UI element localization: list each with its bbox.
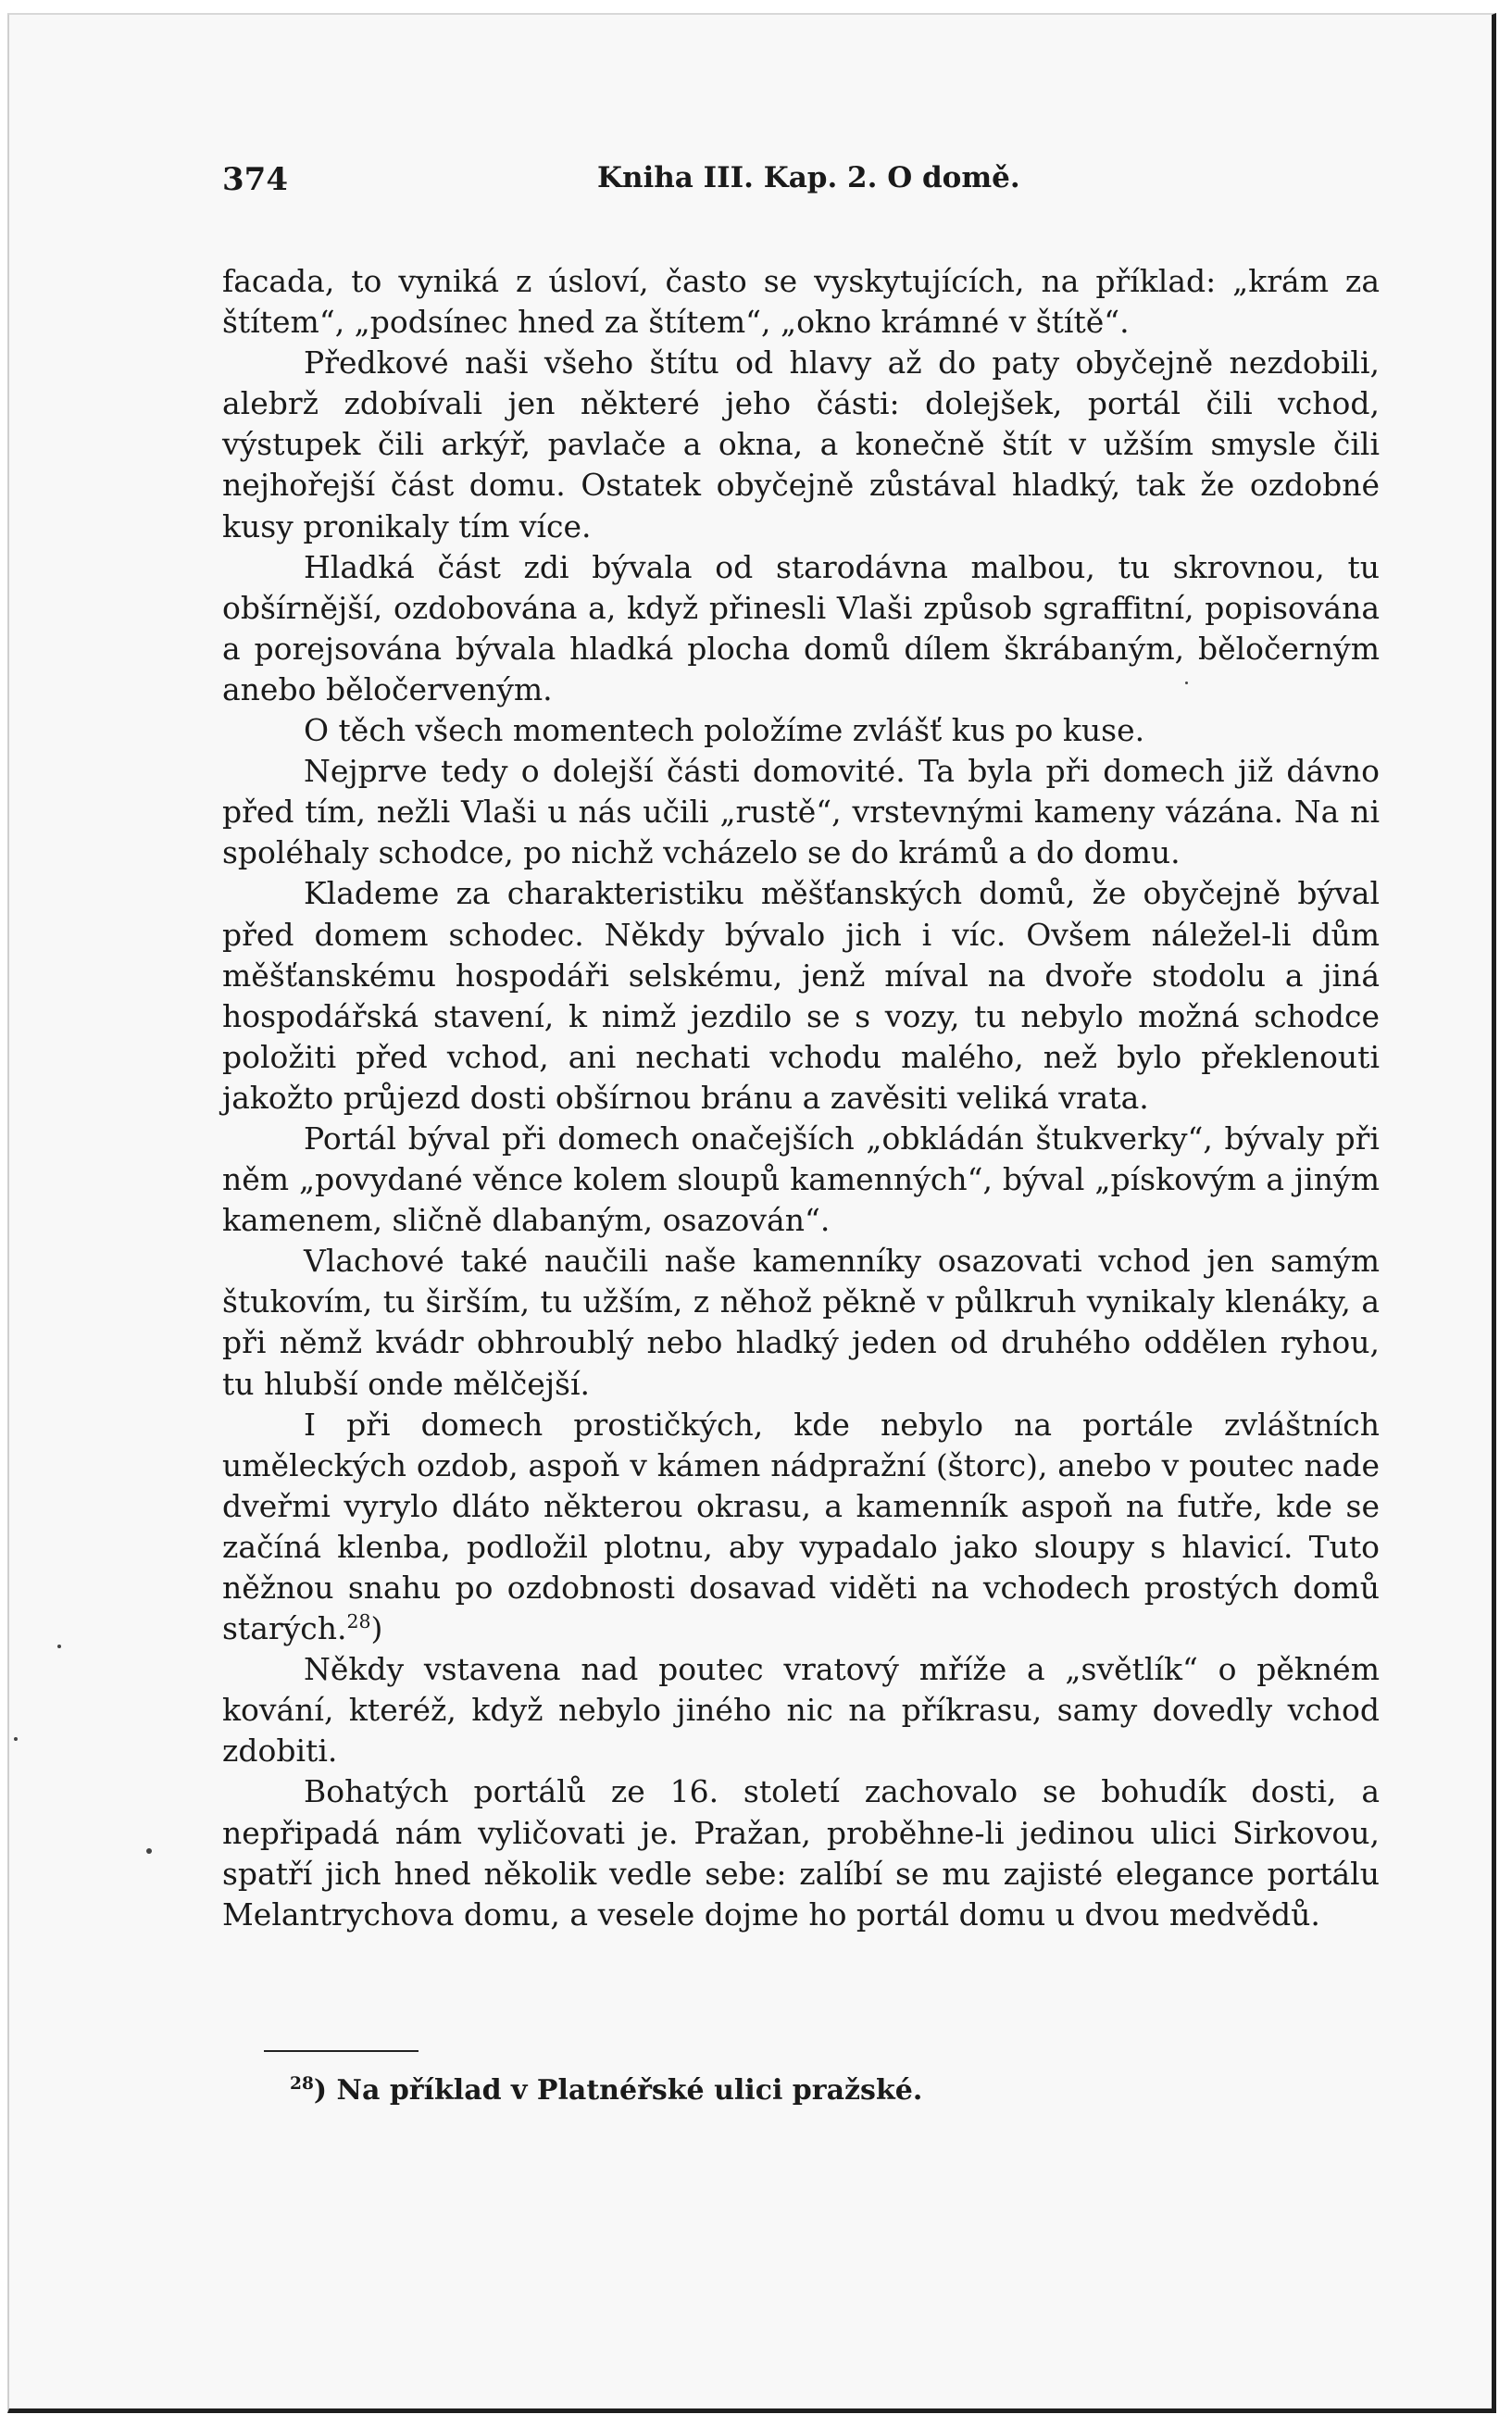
footnote-reference: 28 [346, 1610, 371, 1633]
paragraph: Klademe za charakteristiku měšťanských domů, že obyčejně býval před domem schodec. Někdy bývalo jich i víc. Ovšem náležel-li dům měšťanskému hospodáři selskému, jenž míval na dvoře stodolu a jiná hospodářská stavení, k nimž jezdilo se s vozy, tu nebylo možná schodce položiti před vchod, ani nechati vchodu malého, než bylo překlenouti jakožto průjezd dosti obšírnou bránu a zavěsiti veliká vrata. [222, 875, 1380, 1116]
running-title: Kniha III. Kap. 2. O domě. [597, 161, 1020, 194]
running-head [222, 152, 1380, 207]
footnote-text: ) Na příklad v Platnéřské ulici pražské. [313, 2074, 923, 2107]
paragraph: Někdy vstavena nad poutec vratový mříže a „světlík“ o pěkném kování, kteréž, když nebylo jiného nic na příkrasu, samy dovedly vchod zdobiti. [222, 1651, 1380, 1770]
paragraph: O těch všech momentech položíme zvlášť kus po kuse. [304, 712, 1145, 749]
scan-speck [14, 1737, 18, 1741]
paragraph: facada, to vyniká z úsloví, často se vyskytujících, na příklad: „krám za štítem“, „podsínec hned za štítem“, „okno krámné v štítě“. [222, 263, 1380, 341]
paragraph: Předkové naši všeho štítu od hlavy až do paty obyčejně nezdobili, alebrž zdobívali jen některé jeho části: dolejšek, portál čili vchod, výstupek čili arkýř, pavlače a okna, a konečně štít v užším smysle čili nejhořejší část domu. Ostatek obyčejně zůstával hladký, tak že ozdobné kusy pronikaly tím více. [222, 344, 1380, 544]
scan-speck [57, 1645, 61, 1648]
paragraph: Portál býval při domech onačejších „obkládán štukverky“, bývaly při něm „povydané věnce kolem sloupů kamenných“, býval „pískovým a jiným kamenem, sličně dlabaným, osazován“. [222, 1120, 1380, 1239]
body-text [222, 261, 1380, 1935]
paragraph-with-footnote-ref [222, 1405, 1380, 1650]
paragraph: Bohatých portálů ze 16. století zachovalo se bohudík dosti, a nepřipadá nám vyličovati je. Pražan, proběhne-li jedinou ulici Sirkovou, spatří jich hned několik vedle sebe: zalíbí se mu zajisté elegance portálu Melantrychova domu, a vesele dojme ho portál domu u dvou medvědů. [222, 1773, 1380, 1933]
footnote [290, 2074, 922, 2107]
paragraph: Hladká část zdi bývala od starodávna malbou, tu skrovnou, tu obšírnější, ozdobována a, když přinesli Vlaši způsob sgraffitní, popisována a porejsována bývala hladká plocha domů dílem škrábaným, běločerným anebo běločerveným. [222, 548, 1380, 707]
footnote-marker: 28 [290, 2074, 314, 2094]
footnote-rule [264, 2050, 419, 2052]
paragraph-text: I při domech prostičkých, kde nebylo na portále zvláštních uměleckých ozdob, aspoň v kámen nádpražní (štorc), anebo v poutec nade dveřmi vyrylo dláto některou okrasu, a kamenník aspoň na futře, kde se začíná klenba, podložil plotnu, aby vypadalo jako sloupy s hlavicí. Tuto něžnou snahu po ozdobnosti dosavad viděti na vchodech prostých domů starých. [222, 1406, 1380, 1647]
paragraph: Nejprve tedy o dolejší části domovité. Ta byla při domech již dávno před tím, nežli Vlaši u nás učili „rustě“, vrstevnými kameny vázána. Na ni spoléhaly schodce, po nichž vcházelo se do krámů a do domu. [222, 753, 1380, 871]
page-number: 374 [222, 161, 288, 198]
scan-speck [146, 1848, 152, 1854]
paragraph: Vlachové také naučili naše kamenníky osazovati vchod jen samým štukovím, tu širším, tu užším, z něhož pěkně v půlkruh vynikaly klenáky, a při němž kvádr obhroublý nebo hladký jeden od druhého oddělen ryhou, tu hlubší onde mělčejší. [222, 1243, 1380, 1402]
footnote-reference-suffix: ) [370, 1610, 383, 1647]
